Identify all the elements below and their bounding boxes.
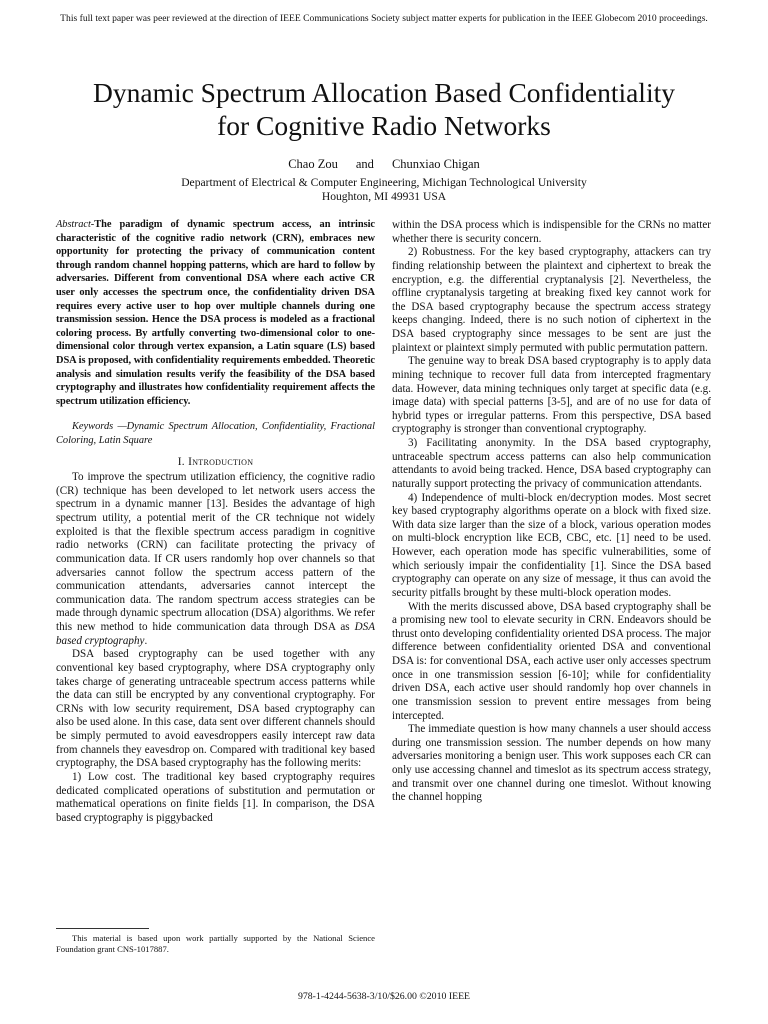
section-title: Introduction <box>188 455 254 468</box>
body-paragraph: within the DSA process which is indispensible for the CRNs no matter whether there is security concern. <box>392 219 711 245</box>
body-paragraph: 4) Independence of multi-block en/decryption modes. Most secret key based cryptography algorithms operate on a block with fixed size. With data size larger than the size of a block, various operation modes on multi-block encryption like ECB, CBC, etc. [1] need to be used. However, each operation mode has specific vulnerabilities, some of which seriously impair the confidentiality [1]. Since the DSA based cryptography can operate on any size of message, it thus can avoid the security pitfalls brought by these multi-block operation modes. <box>392 491 711 599</box>
footnote-text: This material is based upon work partially supported by the National Science Foundation grant CNS-1017887. <box>56 933 375 954</box>
body-paragraph: 2) Robustness. For the key based cryptography, attackers can try finding relationship between the plaintext and ciphertext to break the encryption, e.g. the differential cryptanalysis [2]. Nevertheless, the offline cryptanalysis targeting at breaking fixed key cannot work for the DSA based cryptography because the spectrum access strategy keeps changing. Indeed, there is no such notion of ciphertext in the DSA based cryptography since messages to be sent are just the plaintext or plaintext simply permuted with public permutation pattern. <box>392 246 711 354</box>
paper-title <box>30 76 738 142</box>
author-conjunction: and <box>355 157 374 171</box>
abstract-label: Abstract- <box>56 219 95 230</box>
footnote-rule <box>56 928 149 929</box>
affiliation-line-2: Houghton, MI 49931 USA <box>321 190 447 203</box>
peer-review-note: This full text paper was peer reviewed at the direction of IEEE Communications Society subject matter experts for publication in the IEEE Globecom 2010 proceedings. <box>60 13 708 24</box>
body-paragraph: 3) Facilitating anonymity. In the DSA based cryptography, untraceable spectrum access patterns can also help communication attendants to avoid being tracked. Hence, DSA based cryptography can naturally support protecting the privacy of communication attendants. <box>392 437 711 490</box>
paragraph-end: . <box>144 634 148 647</box>
abstract <box>56 218 375 408</box>
keywords: Keywords —Dynamic Spectrum Allocation, Confidentiality, Fractional Coloring, Latin Square <box>56 421 375 446</box>
term-emphasis: DSA based cryptography <box>56 621 375 647</box>
title-line-1: Dynamic Spectrum Allocation Based Confidentiality <box>93 77 675 108</box>
right-column <box>392 219 711 805</box>
affiliation <box>0 176 768 204</box>
author-line <box>0 157 768 172</box>
abstract-body: The paradigm of dynamic spectrum access, an intrinsic characteristic of the cognitive radio network (CRN), embraces new opportunity for protecting the privacy of communication content through random channel hopping patterns, which are hard to follow by adversaries. Different from conventional DSA where each active CR user only accesses the spectrum once, the confidentiality driven DSA requires every active user to hop over multiple channels during one transmission session. Hence the DSA process is modeled as a fractional coloring process. By artfully converting two-dimensional color to one-dimensional color through vertex expansion, a Latin square (LS) based DSA is proposed, with confidentiality requirements embedded. Theoretic analysis and simulation results verify the feasibility of the DSA based cryptography and illustrates how confidentiality requirement affects the spectrum utilization efficiency. <box>56 219 375 407</box>
paragraph-text: To improve the spectrum utilization efficiency, the cognitive radio (CR) technique has been developed to let network users access the spectrum in a dynamic manner [13]. Besides the advantage of high spectrum utility, a potential merit of the CR technique not widely exploited is that the flexible spectrum access paradigm in cognitive radio networks (CRN) can facilitate protecting the privacy of communication data. If CR users randomly hop over channels so that adversaries cannot follow the spectrum access pattern of the communication attendants, adversaries cannot intercept the communication data. The random spectrum access strategies can be made through dynamic spectrum allocation (DSA) algorithms. We refer this new method to hide communication data through DSA as <box>56 471 375 633</box>
copyright-line: 978-1-4244-5638-3/10/$26.00 ©2010 IEEE <box>297 991 471 1002</box>
body-paragraph: The immediate question is how many channels a user should access during one transmission session. The number depends on how many adversaries monitoring a benign user. This work supposes each CR can only use accessing channel and timeslot as its spectrum access strategy, and transmit over one channel during one timeslot. Without knowing the channel hopping <box>392 723 711 804</box>
funding-footnote <box>56 933 375 955</box>
body-paragraph: 1) Low cost. The traditional key based cryptography requires dedicated complicated operations of substitution and permutation or mathematical operations on finite fields [1]. In comparison, the DSA based cryptography is piggybacked <box>56 770 375 824</box>
author-name: Chao Zou <box>288 157 338 171</box>
author-name: Chunxiao Chigan <box>391 157 480 171</box>
section-number: I. <box>177 455 185 468</box>
section-heading <box>56 456 375 470</box>
body-paragraph: The genuine way to break DSA based cryptography is to apply data mining technique to recover full data from intercepted fragmentary data. However, data mining techniques only target at specific data (e.g. image data) with special patterns [3-5], and are of no use for data of hybrid types or irregular patterns. From this perspective, DSA based cryptography is stronger than conventional cryptography. <box>392 355 711 436</box>
affiliation-line-1: Department of Electrical & Computer Engineering, Michigan Technological University <box>181 176 587 189</box>
title-line-2: for Cognitive Radio Networks <box>217 110 551 141</box>
left-column <box>56 218 375 825</box>
body-paragraph: DSA based cryptography can be used together with any conventional key based cryptography, where DSA cryptography only takes charge of generating untraceable spectrum access patterns while the data can still be encrypted by any conventional cryptography. For CRNs with low security requirement, DSA based cryptography can also be used alone. In this case, data sent over different channels should be simply permuted to avoid eavesdroppers easily intercept raw data from channels they eavesdrop on. Compared with traditional key based cryptography, the DSA based cryptography has the following merits: <box>56 648 375 770</box>
body-paragraph: With the merits discussed above, DSA based cryptography shall be a promising new tool to elevate security in CRN. Endeavors should be thrust onto developing confidentiality oriented DSA process. The major difference between confidentiality oriented DSA and conventional DSA is: for conventional DSA, each active user only accesses spectrum once in one transmission session [6-10]; while for confidentiality driven DSA, each active user should randomly hop over channels in one transmission session to prevent entire messages from being intercepted. <box>392 600 711 722</box>
body-paragraph <box>56 471 375 648</box>
